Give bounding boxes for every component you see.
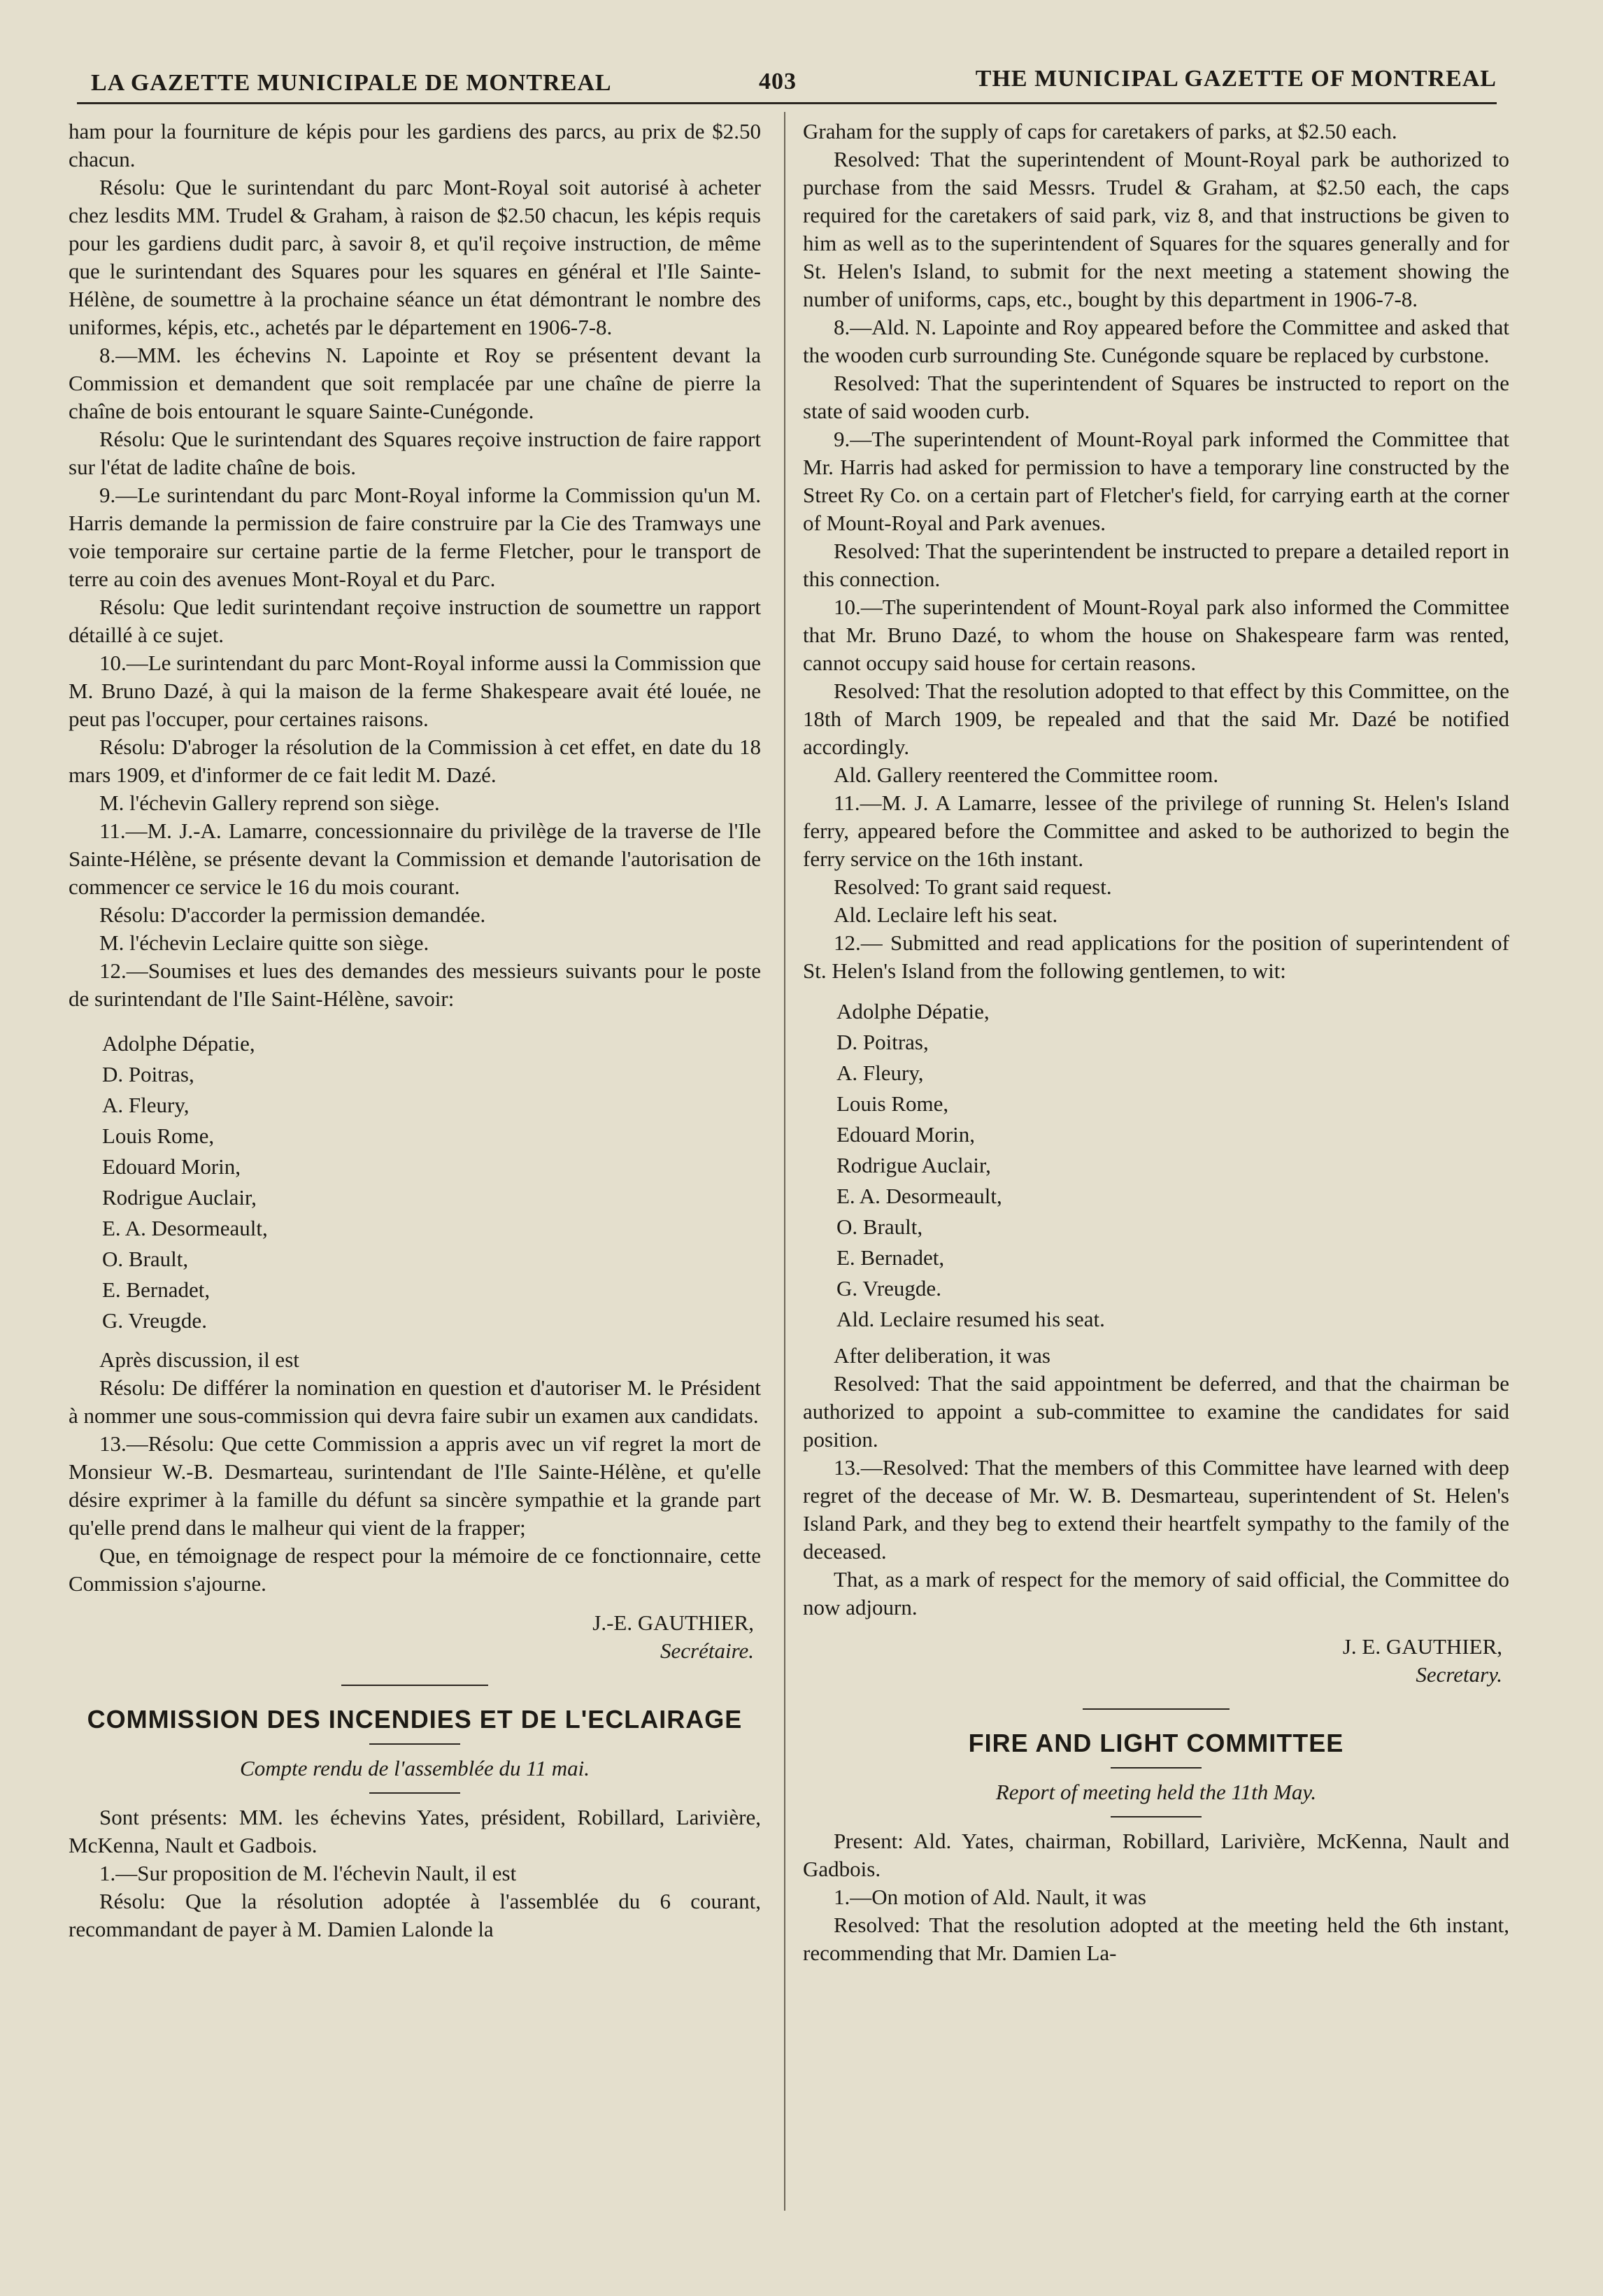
- list-item: Ald. Leclaire resumed his seat.: [836, 1307, 1105, 1331]
- paragraph: Résolu: D'abroger la résolution de la Commission à cet effet, en date du 18 mars 1909, et d'informer de ce fait ledit M. Dazé.: [69, 735, 761, 787]
- page-header: [84, 63, 1497, 105]
- paragraph: 9.—Le surintendant du parc Mont-Royal informe la Commission qu'un M. Harris demande la permission de faire construire par la Cie des Tramways une voie temporaire sur certaine partie de la ferme Fletcher, pour le transport de terre au coin des avenues Mont-Royal et du Parc.: [69, 483, 761, 591]
- list-item: E. A. Desormeault,: [836, 1184, 1002, 1208]
- list-item: E. Bernadet,: [836, 1245, 945, 1270]
- list-item: E. A. Desormeault,: [102, 1216, 268, 1240]
- section-title: COMMISSION DES INCENDIES ET DE L'ECLAIRAGE: [87, 1705, 743, 1734]
- section-separator: [341, 1685, 488, 1686]
- list-item: Louis Rome,: [836, 1091, 949, 1116]
- paragraph: Resolved: That the superintendent of Squares be instructed to report on the state of said wooden curb.: [803, 371, 1509, 423]
- paragraph: Present: Ald. Yates, chairman, Robillard, Larivière, McKenna, Nault and Gadbois.: [803, 1829, 1509, 1881]
- list-item: G. Vreugde.: [102, 1308, 207, 1333]
- list-item: A. Fleury,: [102, 1093, 190, 1117]
- paragraph: Résolu: Que la résolution adoptée à l'assemblée du 6 courant, recommandant de payer à M. Damien Lalonde la: [69, 1889, 761, 1941]
- paragraph: 11.—M. J. A Lamarre, lessee of the privilege of running St. Helen's Island ferry, appeared before the Committee and asked to be authorized to begin the ferry service on the 16th instant.: [803, 791, 1509, 871]
- header-french-title: LA GAZETTE MUNICIPALE DE MONTREAL: [91, 70, 612, 96]
- french-column: [69, 118, 761, 1943]
- paragraph: 13.—Résolu: Que cette Commission a appris avec un vif regret la mort de Monsieur W.-B. Desmarteau, surintendant de l'Ile Sainte-Hélène, et qu'elle désire exprimer à la famille du défunt sa sincère sympathie et la grande part qu'elle prend dans le malheur qui vient de la frapper;: [69, 1431, 761, 1540]
- paragraph: Résolu: Que le surintendant des Squares reçoive instruction de faire rapport sur l'état de ladite chaîne de bois.: [69, 427, 761, 479]
- paragraph: M. l'échevin Leclaire quitte son siège.: [99, 930, 429, 955]
- list-item: Louis Rome,: [102, 1124, 215, 1148]
- section-subtitle: Compte rendu de l'assemblée du 11 mai.: [240, 1756, 590, 1780]
- list-item: Adolphe Dépatie,: [102, 1031, 255, 1056]
- paragraph: Resolved: That the superintendent be instructed to prepare a detailed report in this connection.: [803, 539, 1509, 591]
- paragraph: 8.—Ald. N. Lapointe and Roy appeared before the Committee and asked that the wooden curb surrounding Ste. Cunégonde square be replaced by curbstone.: [803, 315, 1509, 367]
- paragraph: Résolu: De différer la nomination en question et d'autoriser M. le Président à nommer une sous-commission qui devra faire subir un examen aux candidats.: [69, 1375, 761, 1428]
- paragraph: Sont présents: MM. les échevins Yates, président, Robillard, Larivière, McKenna, Nault et Gadbois.: [69, 1805, 761, 1857]
- paragraph: Resolved: That the said appointment be deferred, and that the chairman be authorized to appoint a sub-committee to examine the candidates for said position.: [803, 1371, 1509, 1452]
- list-item: A. Fleury,: [836, 1061, 924, 1085]
- list-item: O. Brault,: [102, 1247, 189, 1271]
- page-number: 403: [759, 69, 797, 94]
- paragraph: 12.— Submitted and read applications for the position of superintendent of St. Helen's Island from the following gentlemen, to wit:: [803, 930, 1509, 983]
- paragraph: Résolu: D'accorder la permission demandée.: [99, 902, 486, 927]
- paragraph: ham pour la fourniture de képis pour les gardiens des parcs, au prix de $2.50 chacun.: [69, 119, 761, 171]
- list-item: Edouard Morin,: [102, 1154, 241, 1179]
- section-separator: [1111, 1767, 1202, 1769]
- paragraph: Résolu: Que le surintendant du parc Mont-Royal soit autorisé à acheter chez lesdits MM. Trudel & Graham, à raison de $2.50 chacun, les képis requis pour les gardiens dudit parc, à savoir 8, et qu'il reçoive instruction, de même que le surintendant des Squares pour les squares en général et l'Ile Sainte-Hélène, de soumettre à la prochaine séance un état démontrant le nombre des uniformes, képis, etc., achetés par le département en 1906-7-8.: [69, 175, 761, 339]
- paragraph: After deliberation, it was: [834, 1343, 1050, 1368]
- paragraph: Ald. Gallery reentered the Committee room.: [834, 763, 1219, 787]
- paragraph: That, as a mark of respect for the memory of said official, the Committee do now adjourn.: [803, 1567, 1509, 1620]
- header-english-title: THE MUNICIPAL GAZETTE OF MONTREAL: [975, 66, 1497, 92]
- signature-block: [803, 1633, 1509, 1689]
- paragraph: Resolved: That the resolution adopted to that effect by this Committee, on the 18th of March 1909, be repealed and that the said Mr. Dazé be notified accordingly.: [803, 679, 1509, 759]
- paragraph: Graham for the supply of caps for caretakers of parks, at $2.50 each.: [803, 119, 1397, 143]
- candidate-list: [803, 996, 1509, 1335]
- paragraph: Après discussion, il est: [99, 1347, 299, 1372]
- english-column: [803, 118, 1509, 1967]
- paragraph: 9.—The superintendent of Mount-Royal park informed the Committee that Mr. Harris had asked for permission to have a temporary line constructed by the Street Ry Co. on a certain part of Fletcher's field, for carrying earth at the corner of Mount-Royal and Park avenues.: [803, 427, 1509, 535]
- paragraph: 1.—Sur proposition de M. l'échevin Nault, il est: [99, 1861, 517, 1885]
- signature-title: Secrétaire.: [660, 1638, 754, 1663]
- list-item: Rodrigue Auclair,: [102, 1185, 257, 1210]
- list-item: Rodrigue Auclair,: [836, 1153, 991, 1177]
- list-item: Adolphe Dépatie,: [836, 999, 990, 1023]
- paragraph: Ald. Leclaire left his seat.: [834, 902, 1058, 927]
- list-item: E. Bernadet,: [102, 1277, 211, 1302]
- paragraph: Resolved: That the superintendent of Mount-Royal park be authorized to purchase from the said Messrs. Trudel & Graham, at $2.50 each, the caps required for the caretakers of said park, viz 8, and that instructions be given to him as well as to the superintendent of Squares for the squares generally and for St. Helen's Island, to submit for the next meeting a statement showing the number of uniforms, caps, etc., bought by this department in 1906-7-8.: [803, 147, 1509, 311]
- section-separator: [1111, 1816, 1202, 1817]
- list-item: D. Poitras,: [102, 1062, 194, 1086]
- list-item: G. Vreugde.: [836, 1276, 941, 1301]
- list-item: D. Poitras,: [836, 1030, 929, 1054]
- list-item: O. Brault,: [836, 1214, 923, 1239]
- paragraph: Resolved: To grant said request.: [834, 874, 1112, 899]
- paragraph: Résolu: Que ledit surintendant reçoive instruction de soumettre un rapport détaillé à ce sujet.: [69, 595, 761, 647]
- paragraph: 12.—Soumises et lues des demandes des messieurs suivants pour le poste de surintendant de l'Ile Saint-Hélène, savoir:: [69, 958, 761, 1011]
- header-rule: [77, 102, 1497, 104]
- section-subtitle: Report of meeting held the 11th May.: [995, 1780, 1317, 1804]
- paragraph: 8.—MM. les échevins N. Lapointe et Roy se présentent devant la Commission et demandent que soit remplacée par une chaîne de pierre la chaîne de bois entourant le square Sainte-Cunégonde.: [69, 343, 761, 423]
- paragraph: Que, en témoignage de respect pour la mémoire de ce fonctionnaire, cette Commission s'ajourne.: [69, 1543, 761, 1596]
- section-separator: [369, 1792, 460, 1794]
- paragraph: 10.—Le surintendant du parc Mont-Royal informe aussi la Commission que M. Bruno Dazé, à qui la maison de la ferme Shakespeare avait été louée, ne peut pas l'occuper, pour certaines raisons.: [69, 651, 761, 731]
- paragraph: 13.—Resolved: That the members of this Committee have learned with deep regret of the decease of Mr. W. B. Desmarteau, superintendent of St. Helen's Island Park, and they beg to extend their heartfelt sympathy to the family of the deceased.: [803, 1455, 1509, 1564]
- paragraph: Resolved: That the resolution adopted at the meeting held the 6th instant, recommending that Mr. Damien La-: [803, 1913, 1509, 1965]
- paragraph: M. l'échevin Gallery reprend son siège.: [99, 791, 440, 815]
- section-title: FIRE AND LIGHT COMMITTEE: [968, 1729, 1344, 1757]
- signature-name: J.-E. GAUTHIER,: [592, 1610, 754, 1635]
- signature-name: J. E. GAUTHIER,: [1342, 1634, 1502, 1659]
- section-separator: [1083, 1708, 1230, 1710]
- candidate-list: [69, 1028, 761, 1336]
- paragraph: 10.—The superintendent of Mount-Royal park also informed the Committee that Mr. Bruno Dazé, to whom the house on Shakespeare farm was rented, cannot occupy said house for certain reasons.: [803, 595, 1509, 675]
- signature-title: Secretary.: [1416, 1662, 1502, 1687]
- paragraph: 11.—M. J.-A. Lamarre, concessionnaire du privilège de la traverse de l'Ile Sainte-Hélène, se présente devant la Commission et demande l'autorisation de commencer ce service le 16 du mois courant.: [69, 819, 761, 899]
- paragraph: 1.—On motion of Ald. Nault, it was: [834, 1885, 1146, 1909]
- signature-block: [69, 1609, 761, 1665]
- section-separator: [369, 1743, 460, 1745]
- list-item: Edouard Morin,: [836, 1122, 976, 1147]
- column-divider: [784, 112, 785, 2211]
